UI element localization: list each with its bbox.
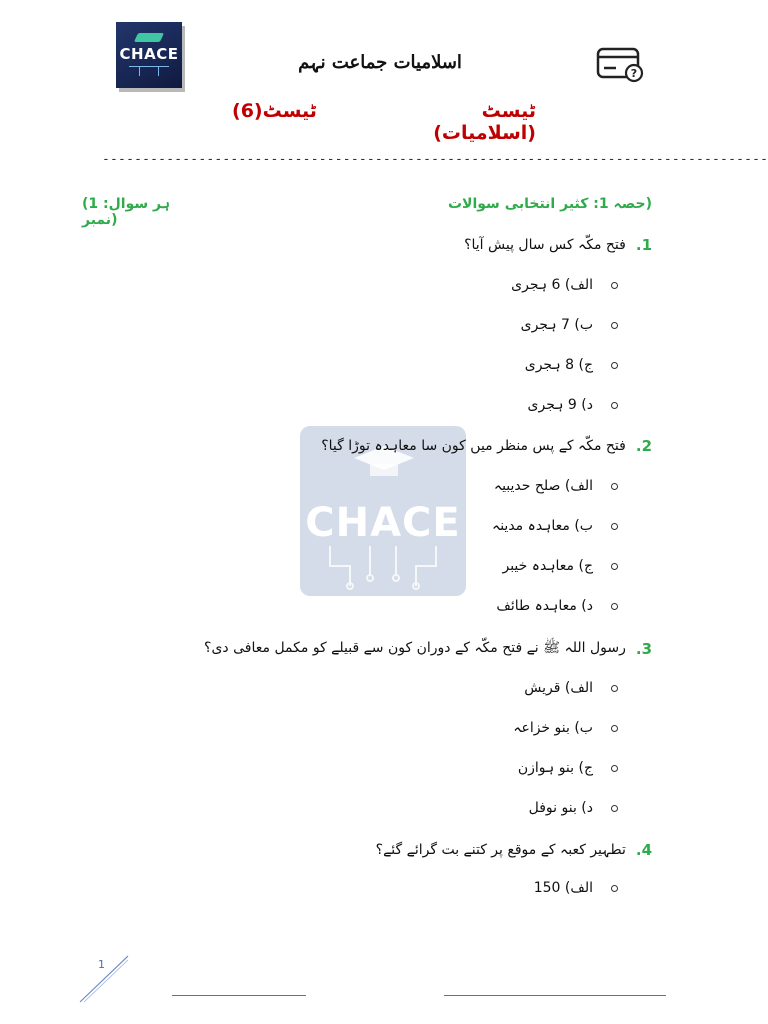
option-3d[interactable]	[529, 800, 618, 816]
footer-line-left	[172, 995, 306, 996]
svg-text:?: ?	[630, 67, 638, 80]
question-number: 3.	[635, 640, 652, 658]
option-2b[interactable]	[492, 518, 618, 534]
question-number: 2.	[635, 437, 652, 455]
option-label: د) بنو نوفل	[528, 800, 593, 816]
radio-bullet-icon	[611, 362, 618, 369]
radio-bullet-icon	[611, 483, 618, 490]
radio-bullet-icon	[611, 322, 618, 329]
option-label: الف) 6 ہجری	[511, 277, 593, 293]
page-number: 1	[98, 958, 105, 971]
radio-bullet-icon	[611, 563, 618, 570]
option-1b[interactable]	[521, 317, 618, 333]
question-text: فتح مکّہ کس سال پیش آیا؟	[464, 237, 626, 253]
option-label: ب) معاہدہ مدینہ	[492, 518, 593, 534]
question-number: 4.	[635, 841, 652, 859]
logo-text: CHACE	[119, 45, 179, 63]
option-1a[interactable]	[511, 277, 618, 293]
option-2d[interactable]	[496, 598, 618, 614]
option-label: ج) معاہدہ خیبر	[502, 558, 593, 574]
test-number-title: ٹیسٹ(6)	[232, 100, 317, 122]
option-4a[interactable]	[534, 880, 618, 896]
card-question-icon	[596, 44, 646, 84]
option-2a[interactable]	[494, 478, 618, 494]
option-label: د) معاہدہ طائف	[496, 598, 593, 614]
section-title: حصہ 1: کثیر انتخابی سوالات)	[447, 196, 652, 212]
radio-bullet-icon	[611, 603, 618, 610]
option-1c[interactable]	[525, 357, 618, 373]
test-subject-title: ٹیسٹ (اسلامیات)	[433, 100, 536, 144]
option-3b[interactable]	[513, 720, 618, 736]
section-marks: (ہر سوال: 1 نمبر)	[82, 196, 170, 228]
option-label: ب) 7 ہجری	[520, 317, 593, 333]
watermark-text: CHACE	[305, 500, 461, 546]
radio-bullet-icon	[611, 282, 618, 289]
option-2c[interactable]	[502, 558, 618, 574]
chace-logo	[116, 22, 182, 88]
option-label: الف) صلح حدیبیہ	[493, 478, 593, 494]
option-3c[interactable]	[518, 760, 618, 776]
radio-bullet-icon	[611, 402, 618, 409]
radio-bullet-icon	[611, 523, 618, 530]
question-3	[204, 639, 652, 659]
option-1d[interactable]	[528, 397, 618, 413]
circuit-icon	[129, 66, 169, 77]
radio-bullet-icon	[611, 805, 618, 812]
question-text: تطہیر کعبہ کے موقع پر کتنے بت گرائے گئے؟	[375, 842, 626, 858]
option-label: د) 9 ہجری	[527, 397, 593, 413]
radio-bullet-icon	[611, 685, 618, 692]
graduation-cap-icon	[134, 33, 164, 42]
radio-bullet-icon	[611, 885, 618, 892]
option-label: الف) 150	[533, 880, 593, 896]
radio-bullet-icon	[611, 765, 618, 772]
question-4	[376, 841, 652, 859]
question-2	[321, 437, 652, 455]
separator-line: -----------------------------------------------------------------------------------	[102, 152, 768, 167]
question-text: فتح مکّہ کے پس منظر میں کون سا معاہدہ توڑا گیا؟	[321, 438, 626, 454]
option-label: ج) 8 ہجری	[524, 357, 593, 373]
option-label: ب) بنو خزاعہ	[513, 720, 593, 736]
footer-line-right	[444, 995, 666, 996]
question-text: رسول اللہ ﷺ نے فتح مکّہ کے دوران کون سے قبیلے کو مکمل معافی دی؟	[204, 640, 626, 656]
option-label: الف) قریش	[524, 680, 593, 696]
radio-bullet-icon	[611, 725, 618, 732]
question-1	[464, 236, 652, 254]
page-title: اسلامیات جماعت نہم	[298, 52, 462, 73]
circuit-icon	[320, 546, 446, 590]
question-number: 1.	[635, 236, 652, 254]
option-label: ج) بنو ہوازن	[517, 760, 593, 776]
option-3a[interactable]	[524, 680, 618, 696]
